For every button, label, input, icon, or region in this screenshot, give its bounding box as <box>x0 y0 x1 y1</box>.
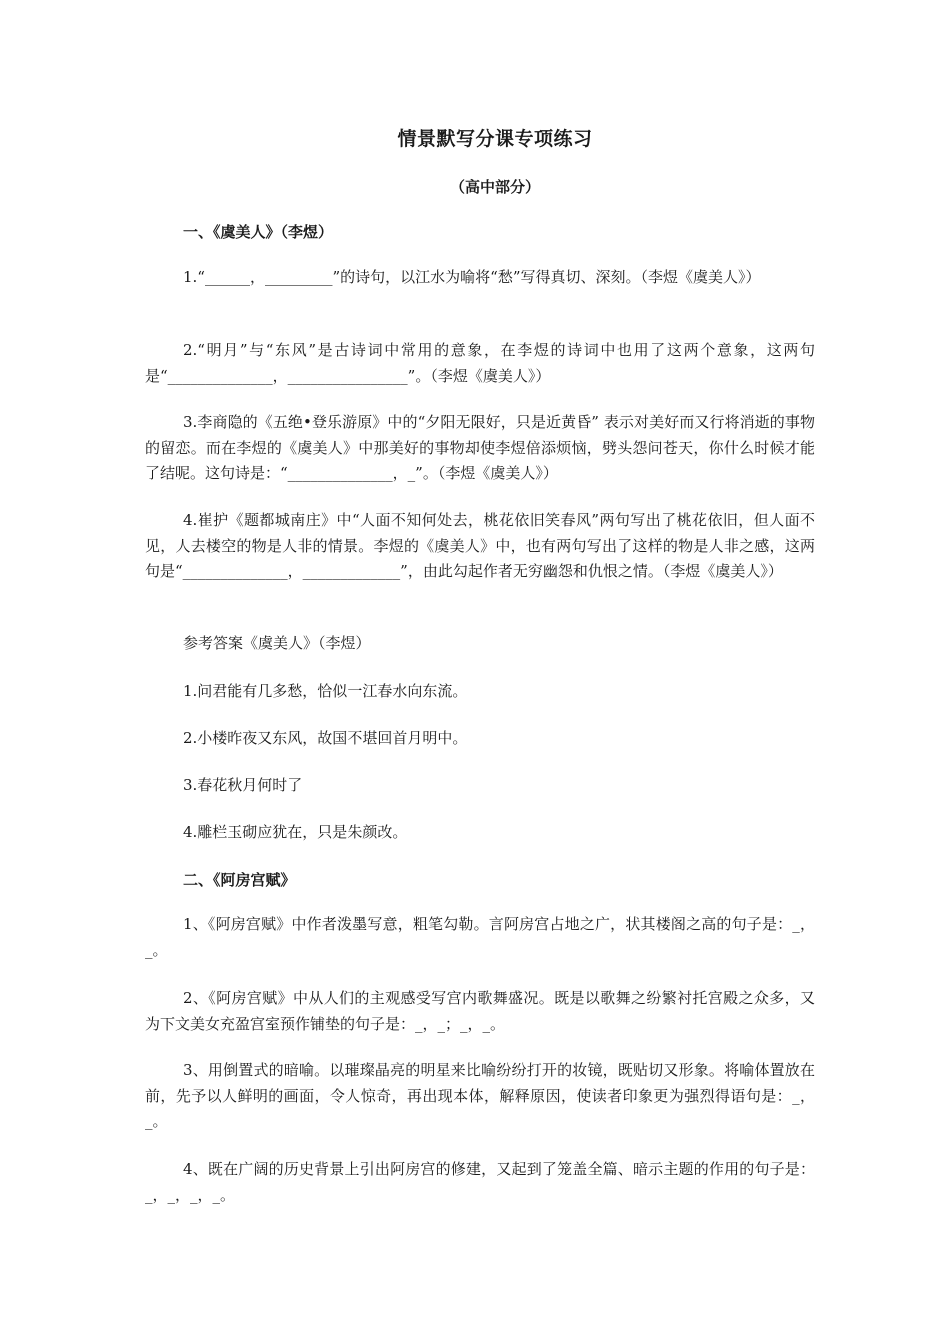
question-1-3: 3.李商隐的《五绝•登乐游原》中的“夕阳无限好，只是近黄昏” 表示对美好而又行将消逝的事物的留恋。而在李煜的《虞美人》中那美好的事物却使李煜倍添烦恼，劈头怨问苍天，你什么时候才能了结呢。这句诗是：“______________，_”。（李煜《虞美人》） <box>145 413 815 482</box>
section-heading-2: 二、《阿房宫赋》 <box>183 871 296 889</box>
page-subtitle: （高中部分） <box>449 178 540 196</box>
question-1-2: 2.“明月”与“东风”是古诗词中常用的意象，在李煜的诗词中也用了这两个意象，这两句是“______________，________________”。（李煜《虞美人》） <box>145 341 815 385</box>
question-2-3: 3、用倒置式的暗喻。以璀璨晶亮的明星来比喻纷纷打开的妆镜，既贴切又形象。将喻体置放在前，先予以人鲜明的画面，令人惊奇，再出现本体，解释原因，使读者印象更为强烈得语句是：_，_。 <box>145 1061 815 1130</box>
question-2-4: 4、既在广阔的历史背景上引出阿房宫的修建，又起到了笼盖全篇、暗示主题的作用的句子是：_，_，_，_。 <box>145 1160 815 1204</box>
question-1-1: 1.“______，_________”的诗句，以江水为喻将“愁”写得真切、深刻。（李煜《虞美人》） <box>183 268 761 286</box>
answers-heading: 参考答案《虞美人》（李煜） <box>183 634 371 652</box>
question-1-4: 4.崔护《题都城南庄》中“人面不知何处去，桃花依旧笑春风”两句写出了桃花依旧，但人面不见，人去楼空的物是人非的情景。李煜的《虞美人》中，也有两句写出了这样的物是人非之感，这两句是“______________，_____________”，由此勾起作者无穷幽怨和仇恨之情。（李煜《虞美人》） <box>145 511 815 580</box>
answer-2: 2.小楼昨夜又东风，故国不堪回首月明中。 <box>183 729 468 747</box>
answer-4: 4.雕栏玉砌应犹在，只是朱颜改。 <box>183 823 408 841</box>
question-2-1: 1、《阿房宫赋》中作者泼墨写意，粗笔勾勒。言阿房宫占地之广，状其楼阁之高的句子是：_，_。 <box>145 915 815 959</box>
page-title: 情景默写分课专项练习 <box>397 128 593 150</box>
question-2-2: 2、《阿房宫赋》中从人们的主观感受写宫内歌舞盛况。既是以歌舞之纷繁衬托宫殿之众多，又为下文美女充盈宫室预作铺垫的句子是：_，_；_，_。 <box>145 989 815 1033</box>
answer-3: 3.春花秋月何时了 <box>183 776 303 794</box>
section-heading-1: 一、《虞美人》（李煜） <box>183 223 334 241</box>
answer-1: 1.问君能有几多愁，恰似一江春水向东流。 <box>183 682 468 700</box>
